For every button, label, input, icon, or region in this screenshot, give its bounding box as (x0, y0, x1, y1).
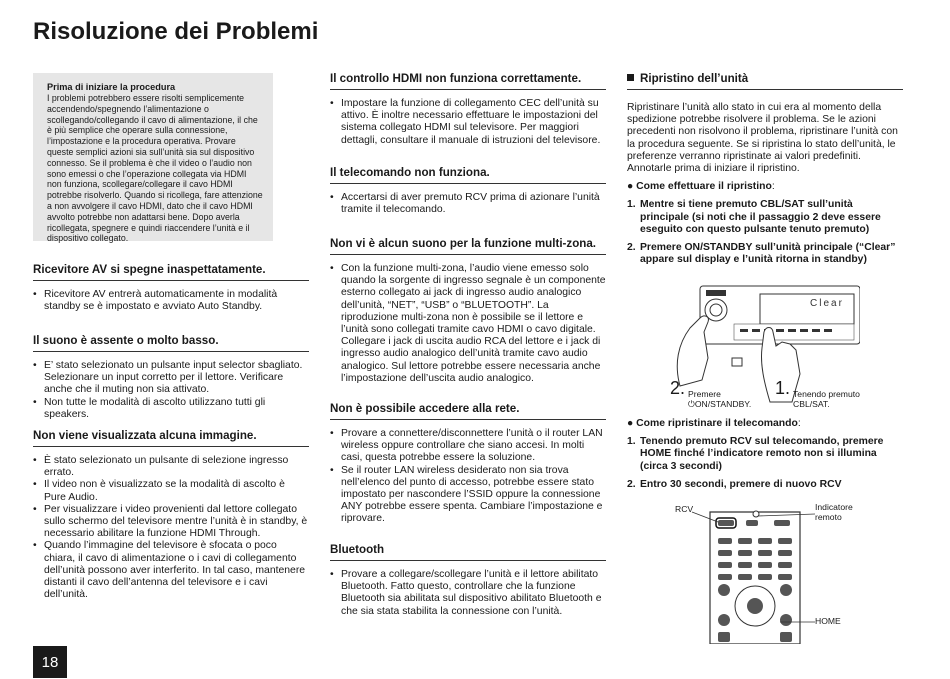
step-text: Premere ON/STANDBY sull’unità principale (“Clear” appare sul display e l’unità ritorna in standby) (640, 242, 896, 266)
reset-unit-title-text: Come effettuare il ripristino (636, 181, 772, 193)
reset-heading-text: Ripristino dell’unità (640, 72, 749, 85)
section-heading: Il suono è assente o molto basso. (33, 334, 309, 352)
list-item: • Se il router LAN wireless desiderato non sia trova nell’elenco del punto di accesso, potrebbe essere stato impostato per nascondere l’SSID oppure la connessione ANY potrebbe essere spenta. Cambiare l’impostazione e riprovare. (330, 465, 606, 526)
rcv-label: RCV (675, 504, 694, 514)
fig-label-line (688, 400, 751, 410)
colon: : (771, 181, 775, 193)
section-no-sound (33, 334, 309, 421)
note-box (33, 73, 273, 244)
fig1-label-2 (670, 378, 686, 398)
section-reset (627, 72, 903, 266)
fig-number: 2. (670, 378, 686, 398)
reset-intro: Ripristinare l’unità allo stato in cui era al momento della spedizione potrebbe risolvere il problema. Se le azioni precedenti non risolvono il problema, ripristinare l’unità con la procedura seguente. Se si ripristina lo stato dell’unità, le preferenze verranno ripristinate ai valori predefiniti. Annotarle prima di iniziare il ripristino. (627, 102, 898, 175)
list-item: • E’ stato selezionato un pulsante input selector sbagliato. Selezionare un input corretto per il lettore. Verificare anche che il muting non sia attivato. (33, 360, 309, 397)
list-item: • Impostare la funzione di collegamento CEC dell’unità su attivo. È inoltre necessario effettuare le impostazioni del sistema collegato HDMI sul televisore. Per maggiori dettagli, consultare il manuale di istruzioni del televisore. (330, 98, 606, 147)
fig-label-line: CBL/SAT. (793, 398, 830, 409)
section-heading: Non viene visualizzata alcuna immagine. (33, 429, 309, 447)
remote-step-1 (627, 436, 903, 473)
section-bluetooth (330, 543, 606, 618)
colon: : (797, 418, 801, 429)
fig-number: 1. (775, 378, 791, 398)
section-heading: Non è possibile accedere alla rete. (330, 402, 606, 420)
reset-step-1 (627, 199, 903, 236)
reset-step-2 (627, 242, 903, 266)
list-item: • Ricevitore AV entrerà automaticamente in modalità standby se è impostato e avviato Auto Standby. (33, 289, 309, 313)
dot-bullet-icon: ● (627, 418, 634, 429)
section-remote (330, 166, 606, 216)
reset-remote-title (627, 418, 903, 430)
fig1-label-1-text (793, 390, 860, 409)
section-heading: Non vi è alcun suono per la funzione multi-zona. (330, 237, 606, 255)
step-text: Entro 30 secondi, premere di nuovo RCV (640, 478, 842, 490)
fig1-label-2-text (688, 390, 751, 409)
step-text: Tenendo premuto RCV sul telecomando, premere HOME finché l’indicatore remoto non si illumina (circa 3 secondi) (640, 436, 884, 472)
section-auto-standby (33, 263, 309, 313)
section-no-image (33, 429, 309, 601)
display-text: Clear (810, 298, 844, 309)
page-number: 18 (33, 646, 67, 678)
dot-bullet-icon: ● (627, 181, 634, 193)
fig-label-text: ON/STANDBY. (694, 398, 752, 409)
list-item: • Non tutte le modalità di ascolto utilizzano tutti gli speakers. (33, 397, 309, 421)
list-item: • Accertarsi di aver premuto RCV prima di azionare l’unità tramite il telecomando. (330, 192, 606, 216)
list-item: • Quando l’immagine del televisore è sfocata o poco chiara, il cavo di alimentazione o i cavi di collegamento dell’unità possono aver interferito. In tal caso, mantenere distanti il cavo dell’antenna del televisore e i cavi dell’unità. (33, 540, 309, 601)
reset-remote-title-text: Come ripristinare il telecomando (636, 418, 798, 429)
indicator-label-line: remoto (815, 511, 842, 522)
note-title: Prima di iniziare la procedura (47, 82, 176, 92)
list-item: • Per visualizzare i video provenienti dal lettore collegato sullo schermo del televisore mentre l’unità è in standby, è necessario abilitare la funzione HDMI Through. (33, 504, 309, 541)
indicator-label-line: Indicatore (815, 502, 853, 512)
callout-lines (670, 500, 820, 640)
section-hdmi (330, 72, 606, 147)
section-reset-remote (627, 418, 903, 491)
note-body: I problemi potrebbero essere risolti semplicemente accendendo/spegnendo l’alimentazione o scollegando/collegando il cavo di alimentazione, il che è più semplice che operare sulla connessione, l’impostazione e la procedura operativa. Provare queste semplici azioni sia sull’unità sia sul dispositivo connesso. Se il problema è che il video o l’audio non sono emessi o che l’operazione collegata via HDMI non funziona, scollegare/collegare il cavo HDMI potrebbe risolverlo. Quando si ricollega, fare attenzione a non avvolgere il cavo HDMI, dato che il cavo HDMI avvolto potrebbe non adattarsi bene. Dopo averla ricollegata, spegnere e quindi riaccendere l’unità e il dispositivo collegato. (47, 93, 263, 244)
step-number: 1. (627, 436, 636, 448)
list-item: • Provare a collegare/scollegare l’unità e il lettore abilitato Bluetooth. Fatto questo, controllare che la funzione Bluetooth sia abilitata sul dispositivo abilitato Bluetooth e che sia stata stabilita la connessione con l’unità. (330, 569, 606, 618)
step-number: 2. (627, 242, 636, 254)
step-number: 2. (627, 478, 636, 490)
list-item: • È stato selezionato un pulsante di selezione ingresso errato. (33, 455, 309, 479)
section-multizone (330, 237, 606, 385)
step-text: Mentre si tiene premuto CBL/SAT sull’unità principale (si noti che il passaggio 2 deve essere eseguito con questo pulsante tenuto premuto) (640, 199, 881, 235)
power-icon: ⏻ (688, 398, 695, 409)
fig1-label-1 (775, 378, 791, 398)
home-label: HOME (815, 616, 841, 626)
section-heading: Ricevitore AV si spegne inaspettatamente. (33, 263, 309, 281)
section-network (330, 402, 606, 526)
indicator-label (815, 503, 853, 522)
section-heading: Il telecomando non funziona. (330, 166, 606, 184)
list-item: • Provare a connettere/disconnettere l’unità o il router LAN wireless oppure controllare che siano accesi. In molti casi, questa potrebbe essere la soluzione. (330, 428, 606, 465)
reset-unit-title (627, 181, 903, 193)
remote-step-2 (627, 479, 903, 491)
page-title: Risoluzione dei Problemi (33, 18, 319, 45)
list-item: • Il video non è visualizzato se la modalità di ascolto è Pure Audio. (33, 479, 309, 503)
step-number: 1. (627, 199, 636, 211)
section-heading (627, 72, 903, 90)
square-bullet-icon (627, 74, 634, 81)
list-item: • Con la funzione multi-zona, l’audio viene emesso solo quando la sorgente di ingresso segnale è un componente esterno collegato ai jack di ingresso audio analogico dell’unità, “NET”, “USB” o “BLUETOOTH”. La riproduzione multi-zona non è possibile se il lettore e l’unità sono collegati tramite cavo HDMI o cavo digitale. Collegare i jack di uscita audio RCA del lettore e i jack di ingresso audio analogico dell’unità tramite cavo audio analogico. Sul lettore potrebbe essere necessaria anche l’impostazione dell’uscita audio analogico. (330, 263, 606, 385)
section-heading: Bluetooth (330, 543, 606, 561)
fig-label-line: Tenendo premuto (793, 389, 860, 399)
fig-label-line: Premere (688, 389, 721, 399)
section-heading: Il controllo HDMI non funziona correttamente. (330, 72, 606, 90)
